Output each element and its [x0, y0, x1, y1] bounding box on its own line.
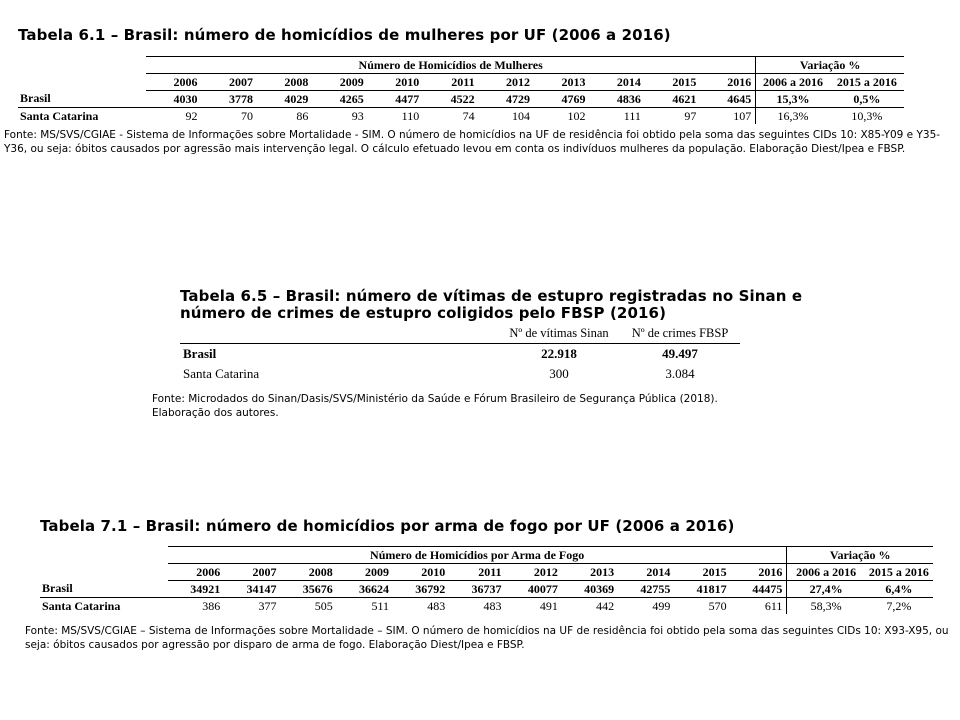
col-header-fbsp: Nº de crimes FBSP — [620, 323, 740, 344]
table-6-1 — [18, 56, 904, 124]
year-header: 2016 — [731, 564, 787, 581]
year-header-row — [40, 564, 933, 581]
variation-value: 0,5% — [830, 91, 904, 108]
cell-value: 570 — [708, 598, 727, 613]
year-header: 2006 — [168, 564, 224, 581]
table-row — [40, 581, 933, 598]
year-header: 2011 — [423, 74, 478, 91]
cell-value: 41817 — [674, 581, 730, 598]
group-header: Número de Homicídios por Arma de Fogo — [168, 547, 787, 564]
variation-value: 6,4% — [865, 581, 933, 598]
cell-value: 4522 — [423, 91, 478, 108]
cell-value: 3.084 — [665, 366, 695, 381]
table-6-5-title-line2: número de crimes de estupro coligidos pelo FBSP (2016) — [180, 304, 667, 322]
year-header: 2014 — [589, 74, 644, 91]
row-label: Brasil — [40, 581, 168, 598]
year-header: 2014 — [618, 564, 674, 581]
cell-value: 499 — [652, 598, 671, 613]
table-6-5-source-line1: Fonte: Microdados do Sinan/Dasis/SVS/Ministério da Saúde e Fórum Brasileiro de Segurança Pública (2018). — [152, 393, 718, 405]
cell-value: 4645 — [700, 91, 755, 108]
cell-value: 4836 — [589, 91, 644, 108]
table-6-5-title-line1: Tabela 6.5 – Brasil: número de vítimas de estupro registradas no Sinan e — [180, 287, 803, 305]
row-label: Santa Catarina — [183, 366, 260, 381]
year-header: 2009 — [312, 74, 367, 91]
cell-value: 92 — [185, 108, 198, 123]
cell-value: 442 — [596, 598, 615, 613]
cell-value: 611 — [764, 598, 783, 613]
table-7-1-title: Tabela 7.1 – Brasil: número de homicídios por arma de fogo por UF (2006 a 2016) — [40, 517, 735, 535]
year-header: 2012 — [479, 74, 534, 91]
year-header: 2009 — [337, 564, 393, 581]
variation-col-header: 2015 a 2016 — [830, 74, 904, 91]
year-header: 2006 — [146, 74, 201, 91]
cell-value: 44475 — [731, 581, 787, 598]
cell-value: 107 — [733, 108, 752, 123]
row-label: Santa Catarina — [42, 598, 121, 613]
table-6-5 — [180, 323, 740, 384]
cell-value: 4029 — [257, 91, 312, 108]
cell-value: 36792 — [393, 581, 449, 598]
variation-col-header: 2006 a 2016 — [787, 564, 865, 581]
cell-value: 40369 — [562, 581, 618, 598]
cell-value: 86 — [296, 108, 309, 123]
variation-header: Variação % — [787, 547, 933, 564]
variation-value: 10,3% — [851, 108, 883, 123]
year-header: 2015 — [645, 74, 700, 91]
cell-value: 4621 — [645, 91, 700, 108]
cell-value: 4477 — [368, 91, 423, 108]
variation-value: 7,2% — [886, 598, 912, 613]
variation-header: Variação % — [756, 57, 904, 74]
variation-col-header: 2015 a 2016 — [865, 564, 933, 581]
cell-value: 4030 — [146, 91, 201, 108]
cell-value: 4265 — [312, 91, 367, 108]
cell-value: 505 — [314, 598, 333, 613]
table-row — [40, 598, 933, 615]
variation-value: 15,3% — [756, 91, 830, 108]
variation-value: 27,4% — [787, 581, 865, 598]
cell-value: 36624 — [337, 581, 393, 598]
cell-value: 102 — [567, 108, 586, 123]
table-6-1-source: Fonte: MS/SVS/CGIAE - Sistema de Informações sobre Mortalidade - SIM. O número de homicídios na UF de residência foi obtido pela soma das seguintes CIDs 10: X85-Y09 e Y35-Y36, ou seja: óbitos causados por agressão mais intervenção legal. O cálculo efetuado levou em conta os indivíduos mulheres da população. Elaboração Diest/Ipea e FBSP. — [4, 129, 941, 155]
cell-value: 491 — [539, 598, 558, 613]
cell-value: 104 — [512, 108, 531, 123]
row-label: Brasil — [183, 346, 217, 361]
cell-value: 386 — [202, 598, 221, 613]
cell-value: 511 — [371, 598, 390, 613]
cell-value: 74 — [462, 108, 475, 123]
cell-value: 3778 — [202, 91, 257, 108]
row-label: Santa Catarina — [20, 108, 99, 123]
cell-value: 93 — [351, 108, 364, 123]
year-header: 2016 — [700, 74, 755, 91]
cell-value: 40077 — [506, 581, 562, 598]
table-6-5-source-line2: Elaboração dos autores. — [152, 407, 279, 419]
variation-value: 16,3% — [756, 108, 830, 125]
year-header: 2015 — [674, 564, 730, 581]
cell-value: 97 — [684, 108, 697, 123]
table-7-1 — [40, 546, 933, 614]
table-6-1-title: Tabela 6.1 – Brasil: número de homicídios de mulheres por UF (2006 a 2016) — [18, 26, 671, 44]
year-header: 2013 — [562, 564, 618, 581]
cell-value: 35676 — [280, 581, 336, 598]
cell-value: 300 — [549, 366, 569, 381]
cell-value: 22.918 — [541, 346, 577, 361]
cell-value: 483 — [427, 598, 446, 613]
table-7-1-source: Fonte: MS/SVS/CGIAE – Sistema de Informações sobre Mortalidade – SIM. O número de homicídios na UF de residência foi obtido pela soma das seguintes CIDs 10: X93-X95, ou seja: óbitos causados por agressão por disparo de arma de fogo. Elaboração Diest/Ipea e FBSP. — [25, 625, 949, 651]
year-header: 2013 — [534, 74, 589, 91]
cell-value: 483 — [483, 598, 502, 613]
cell-value: 111 — [623, 108, 641, 123]
table-row — [180, 364, 740, 384]
cell-value: 34921 — [168, 581, 224, 598]
year-header: 2008 — [280, 564, 336, 581]
year-header: 2008 — [257, 74, 312, 91]
table-row — [18, 91, 904, 108]
cell-value: 42755 — [618, 581, 674, 598]
cell-value: 34147 — [224, 581, 280, 598]
variation-col-header: 2006 a 2016 — [756, 74, 830, 91]
cell-value: 49.497 — [662, 346, 698, 361]
cell-value: 377 — [258, 598, 277, 613]
cell-value: 70 — [240, 108, 253, 123]
variation-value: 58,3% — [787, 598, 865, 615]
year-header: 2010 — [393, 564, 449, 581]
cell-value: 36737 — [449, 581, 505, 598]
cell-value: 110 — [401, 108, 420, 123]
group-header: Número de Homicídios de Mulheres — [146, 57, 756, 74]
year-header: 2010 — [368, 74, 423, 91]
row-label: Brasil — [18, 91, 146, 108]
year-header: 2012 — [506, 564, 562, 581]
cell-value: 4769 — [534, 91, 589, 108]
col-header-sinan: Nº de vítimas Sinan — [498, 323, 620, 344]
year-header-row — [18, 74, 904, 91]
year-header: 2011 — [449, 564, 505, 581]
year-header: 2007 — [202, 74, 257, 91]
cell-value: 4729 — [479, 91, 534, 108]
table-row — [18, 108, 904, 125]
year-header: 2007 — [224, 564, 280, 581]
table-row — [180, 344, 740, 365]
